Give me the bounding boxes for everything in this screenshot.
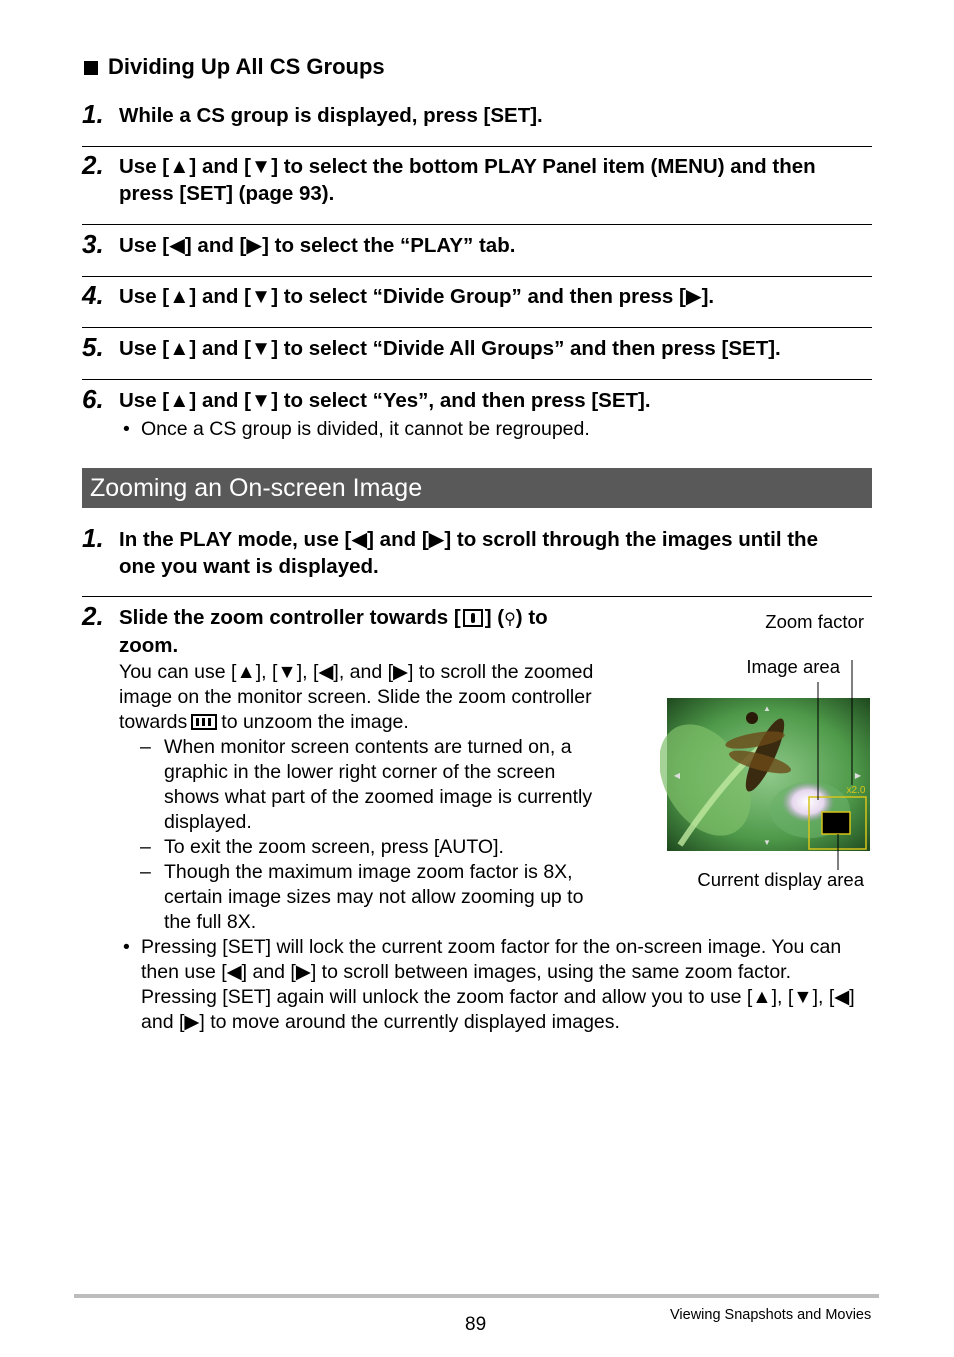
arrow-down-icon: ▼ [763,838,771,847]
step-4 [82,280,872,310]
zoom-step-2 [82,601,602,659]
step-3 [82,229,872,259]
dash-text: To exit the zoom screen, press [AUTO]. [164,836,504,858]
bullet-icon: • [123,418,130,440]
square-bullet-icon [84,61,98,75]
step-1 [82,99,872,129]
step-text: Use [▲] and [▼] to select the bottom PLAY Panel item (MENU) and then press [SET] (page 93). [119,155,816,205]
note-text: Once a CS group is divided, it cannot be regrouped. [141,418,590,440]
magnifier-icon: ⚲ [504,609,516,628]
step-6-note [123,417,861,442]
current-display-area-box [822,812,850,834]
arrow-left-icon: ◀ [673,771,681,780]
step-number: 1. [82,523,104,553]
divider [82,276,872,277]
note-text: Pressing [SET] will lock the current zoom factor for the on-screen image. You can then use [◀] and [▶] to scroll between images, using the same zoom factor. Pressing [SET] again will unlock the zoom factor and allow you to use [▲], [▼], [◀] and [▶] to move around the currently displayed images. [141,936,855,1033]
label-current-display-area: Current display area [697,869,864,890]
section-heading [84,54,385,80]
divider [82,146,872,147]
step-text: While a CS group is displayed, press [SET]. [119,104,543,127]
dash-item [140,860,609,935]
step-text [119,604,599,659]
dash-text: When monitor screen contents are turned on, a graphic in the lower right corner of the screen shows what part of the zoomed image is currently displayed. [164,736,593,833]
label-zoom-factor: Zoom factor [765,611,864,632]
zoom-step-1 [82,523,872,580]
chapter-title: Viewing Snapshots and Movies [670,1307,872,1323]
dash-item [140,835,609,860]
step-5 [82,332,872,362]
dash-icon: – [140,836,151,858]
divider [82,224,872,225]
banner-title: Zooming an On-screen Image [90,474,423,502]
step-number: 5. [82,332,104,362]
step-number: 3. [82,229,104,259]
step-number: 4. [82,280,104,310]
step-text: In the PLAY mode, use [◀] and [▶] to scroll through the images until the one you want is displayed. [119,528,818,578]
step-number: 2. [82,601,104,631]
step-text: Use [◀] and [▶] to select the “PLAY” tab. [119,234,516,257]
zoom-factor-readout: x2.0 [846,785,866,796]
section-banner [82,468,872,508]
label-image-area: Image area [746,656,840,677]
divider [82,596,872,597]
dash-icon: – [140,736,151,758]
bullet-icon: • [123,936,130,958]
divider [82,379,872,380]
footer-rule [74,1294,879,1298]
body-text: You can use [▲], [▼], [◀], and [▶] to scroll the zoomed image on the monitor screen. Slide the zoom controller towards [119,661,594,733]
wide-angle-icon [191,714,217,730]
telephoto-icon [463,609,483,627]
zoom-screen-figure [660,660,875,875]
divider [82,327,872,328]
step-number: 2. [82,150,104,180]
body-text: to unzoom the image. [221,711,409,733]
step-6 [82,384,872,414]
step-2 [82,150,872,207]
dash-text: Though the maximum image zoom factor is 8X, certain image sizes may not allow zooming up to the full 8X. [164,861,584,933]
section-title: Dividing Up All CS Groups [108,54,385,79]
zoom-body-text [119,660,599,735]
dash-icon: – [140,861,151,883]
final-note [123,935,866,1035]
step-number: 6. [82,384,104,414]
step-text: Use [▲] and [▼] to select “Yes”, and then press [SET]. [119,389,651,412]
step-text-part: ) to zoom. [119,606,548,657]
arrow-up-icon: ▲ [763,704,771,713]
step-text: Use [▲] and [▼] to select “Divide Group” and then press [▶]. [119,285,715,308]
step-text-part: Slide the zoom controller towards [ [119,606,461,629]
arrow-right-icon: ▶ [854,771,862,780]
step-text: Use [▲] and [▼] to select “Divide All Groups” and then press [SET]. [119,337,781,360]
page-number: 89 [465,1314,487,1335]
step-text-part: ] ( [484,606,505,629]
step-number: 1. [82,99,104,129]
dash-item [140,735,609,835]
